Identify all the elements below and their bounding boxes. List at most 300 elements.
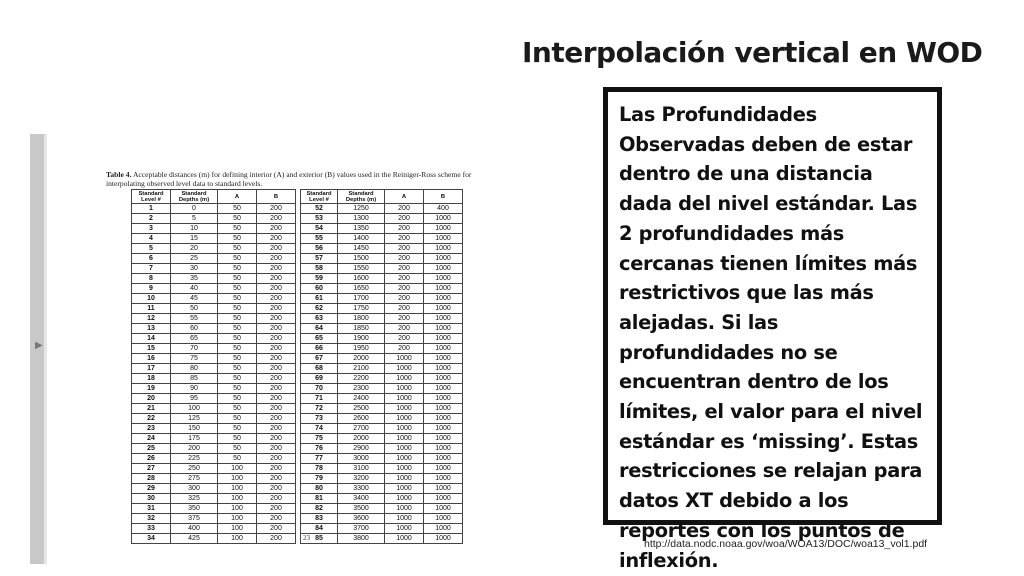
table-row — [132, 434, 463, 444]
table-cell: 1000 — [424, 264, 463, 274]
table-cell: 200 — [257, 264, 296, 274]
table-cell: 1000 — [424, 284, 463, 294]
header-standard-depths: Standard Depths (m) — [171, 190, 218, 204]
slide-title: Interpolación vertical en WOD — [522, 36, 983, 69]
table-cell: 1000 — [385, 404, 424, 414]
table-cell: 200 — [257, 504, 296, 514]
table-cell: 100 — [171, 404, 218, 414]
table-cell: 69 — [301, 374, 338, 384]
table-cell: 100 — [218, 474, 257, 484]
table-cell: 200 — [257, 364, 296, 374]
table-cell: 1000 — [385, 374, 424, 384]
table-cell: 1900 — [338, 334, 385, 344]
table-cell: 14 — [132, 334, 171, 344]
table-cell: 16 — [132, 354, 171, 364]
table-cell: 50 — [218, 264, 257, 274]
table-cell: 1000 — [424, 314, 463, 324]
table-cell: 11 — [132, 304, 171, 314]
header-standard-level-2: Standard Level # — [301, 190, 338, 204]
table-cell: 200 — [385, 324, 424, 334]
table-cell: 50 — [218, 344, 257, 354]
table-cell: 200 — [257, 344, 296, 354]
table-cell: 1950 — [338, 344, 385, 354]
table-cell: 1000 — [424, 214, 463, 224]
table-cell: 175 — [171, 434, 218, 444]
table-cell: 3700 — [338, 524, 385, 534]
table-cell: 58 — [301, 264, 338, 274]
table-cell: 1000 — [385, 514, 424, 524]
table-cell: 200 — [257, 324, 296, 334]
table-cell: 1000 — [424, 414, 463, 424]
table-cell: 15 — [132, 344, 171, 354]
table-row — [132, 284, 463, 294]
table-cell: 200 — [257, 274, 296, 284]
table-cell: 150 — [171, 424, 218, 434]
standard-levels-table — [131, 189, 463, 544]
header-b-2: B — [424, 190, 463, 204]
table-cell: 200 — [257, 354, 296, 364]
table-cell: 29 — [132, 484, 171, 494]
table-cell: 100 — [218, 524, 257, 534]
table-cell: 1000 — [424, 534, 463, 544]
table-cell: 3 — [132, 224, 171, 234]
table-header-row — [132, 190, 463, 204]
table-cell: 1000 — [424, 454, 463, 464]
table-cell: 1850 — [338, 324, 385, 334]
table-cell: 55 — [301, 234, 338, 244]
table-cell: 200 — [385, 234, 424, 244]
table-cell: 57 — [301, 254, 338, 264]
table-cell: 84 — [301, 524, 338, 534]
table-cell: 66 — [301, 344, 338, 354]
table-cell: 81 — [301, 494, 338, 504]
table-cell: 1000 — [424, 294, 463, 304]
table-cell: 30 — [132, 494, 171, 504]
table-cell: 200 — [385, 274, 424, 284]
table-cell: 100 — [218, 504, 257, 514]
table-row — [132, 324, 463, 334]
table-cell: 200 — [257, 214, 296, 224]
table-row — [132, 484, 463, 494]
table-cell: 1450 — [338, 244, 385, 254]
table-caption-label: Table 4. — [106, 170, 132, 179]
table-cell: 200 — [257, 444, 296, 454]
table-cell: 225 — [171, 454, 218, 464]
table-row — [132, 214, 463, 224]
table-cell: 75 — [301, 434, 338, 444]
table-cell: 200 — [385, 304, 424, 314]
table-cell: 50 — [218, 214, 257, 224]
table-row — [132, 424, 463, 434]
table-row — [132, 494, 463, 504]
table-cell: 1000 — [424, 304, 463, 314]
table-row — [132, 354, 463, 364]
table-cell: 50 — [218, 294, 257, 304]
table-cell: 1000 — [424, 374, 463, 384]
table-cell: 200 — [257, 204, 296, 214]
table-row — [132, 304, 463, 314]
table-cell: 2000 — [338, 434, 385, 444]
table-cell: 200 — [257, 384, 296, 394]
table-cell: 1000 — [385, 424, 424, 434]
table-cell: 1650 — [338, 284, 385, 294]
table-cell: 20 — [171, 244, 218, 254]
table-cell: 78 — [301, 464, 338, 474]
table-cell: 200 — [257, 314, 296, 324]
table-cell: 50 — [218, 314, 257, 324]
table-cell: 100 — [218, 534, 257, 544]
table-caption-text: Acceptable distances (m) for defining interior (A) and exterior (B) values used in the Reiniger-Ross scheme for interpolating observed level data to standard levels. — [106, 170, 472, 188]
table-cell: 80 — [301, 484, 338, 494]
table-cell: 80 — [171, 364, 218, 374]
table-row — [132, 414, 463, 424]
table-cell: 2900 — [338, 444, 385, 454]
table-cell: 50 — [218, 354, 257, 364]
table-cell: 400 — [171, 524, 218, 534]
table-cell: 62 — [301, 304, 338, 314]
table-cell: 1700 — [338, 294, 385, 304]
table-cell: 200 — [257, 224, 296, 234]
table-cell: 200 — [257, 484, 296, 494]
table-cell: 50 — [218, 304, 257, 314]
table-cell: 100 — [218, 514, 257, 524]
table-cell: 200 — [257, 414, 296, 424]
table-row — [132, 254, 463, 264]
table-cell: 1400 — [338, 234, 385, 244]
table-cell: 34 — [132, 534, 171, 544]
table-row — [132, 524, 463, 534]
table-cell: 31 — [132, 504, 171, 514]
table-row — [132, 474, 463, 484]
table-cell: 3600 — [338, 514, 385, 524]
table-cell: 40 — [171, 284, 218, 294]
table-row — [132, 464, 463, 474]
table-cell: 125 — [171, 414, 218, 424]
table-cell: 50 — [171, 304, 218, 314]
table-cell: 1000 — [424, 494, 463, 504]
table-cell: 1000 — [385, 474, 424, 484]
table-cell: 18 — [132, 374, 171, 384]
table-cell: 50 — [218, 324, 257, 334]
table-cell: 1000 — [385, 454, 424, 464]
table-cell: 79 — [301, 474, 338, 484]
table-cell: 60 — [171, 324, 218, 334]
table-row — [132, 264, 463, 274]
table-cell: 19 — [132, 384, 171, 394]
table-cell: 50 — [218, 334, 257, 344]
table-cell: 200 — [257, 244, 296, 254]
table-cell: 50 — [218, 234, 257, 244]
table-caption — [106, 170, 506, 188]
table-row — [132, 444, 463, 454]
table-cell: 77 — [301, 454, 338, 464]
table-cell: 61 — [301, 294, 338, 304]
table-cell: 75 — [171, 354, 218, 364]
table-cell: 15 — [171, 234, 218, 244]
table-cell: 50 — [218, 364, 257, 374]
table-cell: 1000 — [385, 434, 424, 444]
table-cell: 35 — [171, 274, 218, 284]
table-cell: 2500 — [338, 404, 385, 414]
table-cell: 1000 — [424, 464, 463, 474]
table-cell: 200 — [257, 234, 296, 244]
table-cell: 23 — [132, 424, 171, 434]
table-cell: 50 — [218, 424, 257, 434]
table-cell: 50 — [218, 454, 257, 464]
table-cell: 63 — [301, 314, 338, 324]
table-cell: 64 — [301, 324, 338, 334]
table-cell: 200 — [385, 284, 424, 294]
table-cell: 32 — [132, 514, 171, 524]
table-cell: 50 — [218, 444, 257, 454]
table-cell: 2100 — [338, 364, 385, 374]
table-cell: 56 — [301, 244, 338, 254]
table-cell: 24 — [132, 434, 171, 444]
table-cell: 1000 — [424, 524, 463, 534]
table-cell: 200 — [257, 464, 296, 474]
table-cell: 17 — [132, 364, 171, 374]
table-cell: 1000 — [424, 254, 463, 264]
table-cell: 1 — [132, 204, 171, 214]
table-row — [132, 534, 463, 544]
table-cell: 50 — [218, 384, 257, 394]
table-cell: 200 — [257, 334, 296, 344]
table-cell: 68 — [301, 364, 338, 374]
table-cell: 1000 — [424, 334, 463, 344]
table-cell: 22 — [132, 414, 171, 424]
header-standard-level: Standard Level # — [132, 190, 171, 204]
table-cell: 1000 — [424, 324, 463, 334]
table-cell: 1000 — [424, 424, 463, 434]
table-cell: 325 — [171, 494, 218, 504]
table-cell: 2 — [132, 214, 171, 224]
table-cell: 50 — [218, 374, 257, 384]
table-cell: 74 — [301, 424, 338, 434]
table-cell: 1000 — [385, 494, 424, 504]
table-cell: 1000 — [385, 524, 424, 534]
table-row — [132, 344, 463, 354]
table-cell: 100 — [218, 484, 257, 494]
table-cell: 1000 — [424, 484, 463, 494]
table-cell: 200 — [257, 474, 296, 484]
table-cell: 375 — [171, 514, 218, 524]
table-cell: 50 — [218, 204, 257, 214]
table-row — [132, 384, 463, 394]
table-cell: 200 — [257, 424, 296, 434]
table-cell: 3400 — [338, 494, 385, 504]
table-cell: 50 — [218, 274, 257, 284]
table-cell: 5 — [132, 244, 171, 254]
table-cell: 1000 — [424, 394, 463, 404]
table-cell: 1550 — [338, 264, 385, 274]
table-cell: 200 — [257, 494, 296, 504]
table-cell: 82 — [301, 504, 338, 514]
table-cell: 1000 — [424, 344, 463, 354]
table-cell: 72 — [301, 404, 338, 414]
table-cell: 7 — [132, 264, 171, 274]
table-cell: 200 — [257, 534, 296, 544]
table-row — [132, 394, 463, 404]
table-row — [132, 314, 463, 324]
table-cell: 25 — [132, 444, 171, 454]
table-cell: 27 — [132, 464, 171, 474]
table-cell: 2000 — [338, 354, 385, 364]
table-cell: 20 — [132, 394, 171, 404]
table-cell: 67 — [301, 354, 338, 364]
table-row — [132, 504, 463, 514]
table-cell: 1000 — [424, 384, 463, 394]
table-cell: 200 — [385, 244, 424, 254]
table-cell: 200 — [385, 334, 424, 344]
table-cell: 21 — [132, 404, 171, 414]
table-cell: 1600 — [338, 274, 385, 284]
table-cell: 2400 — [338, 394, 385, 404]
table-cell: 9 — [132, 284, 171, 294]
table-cell: 1300 — [338, 214, 385, 224]
header-a: A — [218, 190, 257, 204]
table-cell: 76 — [301, 444, 338, 454]
table-cell: 1000 — [424, 504, 463, 514]
table-cell: 200 — [257, 284, 296, 294]
table-cell: 425 — [171, 534, 218, 544]
table-row — [132, 374, 463, 384]
header-standard-depths-2: Standard Depths (m) — [338, 190, 385, 204]
table-cell: 70 — [301, 384, 338, 394]
table-cell: 3200 — [338, 474, 385, 484]
table-cell: 200 — [385, 264, 424, 274]
table-row — [132, 404, 463, 414]
table-cell: 4 — [132, 234, 171, 244]
table-cell: 1000 — [424, 474, 463, 484]
table-cell: 1000 — [424, 434, 463, 444]
table-cell: 10 — [132, 294, 171, 304]
table-cell: 200 — [385, 294, 424, 304]
table-row — [132, 294, 463, 304]
table-cell: 55 — [171, 314, 218, 324]
table-cell: 200 — [257, 454, 296, 464]
table-row — [132, 274, 463, 284]
table-cell: 250 — [171, 464, 218, 474]
table-cell: 26 — [132, 454, 171, 464]
table-cell: 3100 — [338, 464, 385, 474]
table-cell: 200 — [257, 254, 296, 264]
table-cell: 1000 — [424, 234, 463, 244]
table-cell: 1750 — [338, 304, 385, 314]
table-cell: 2600 — [338, 414, 385, 424]
table-row — [132, 514, 463, 524]
table-cell: 200 — [257, 514, 296, 524]
table-cell: 350 — [171, 504, 218, 514]
table-cell: 100 — [218, 464, 257, 474]
table-cell: 1000 — [385, 464, 424, 474]
table-cell: 200 — [257, 524, 296, 534]
table-cell: 2700 — [338, 424, 385, 434]
table-cell: 3300 — [338, 484, 385, 494]
table-cell: 6 — [132, 254, 171, 264]
table-cell: 65 — [171, 334, 218, 344]
table-cell: 1000 — [385, 414, 424, 424]
table-row — [132, 454, 463, 464]
table-cell: 50 — [218, 244, 257, 254]
page-number: 23 — [303, 534, 310, 542]
table-cell: 3800 — [338, 534, 385, 544]
table-cell: 52 — [301, 204, 338, 214]
table-cell: 1000 — [385, 534, 424, 544]
table-cell: 1250 — [338, 204, 385, 214]
table-cell: 275 — [171, 474, 218, 484]
table-cell: 54 — [301, 224, 338, 234]
table-cell: 50 — [218, 404, 257, 414]
table-cell: 85 — [171, 374, 218, 384]
table-cell: 200 — [171, 444, 218, 454]
table-cell: 200 — [257, 374, 296, 384]
header-b: B — [257, 190, 296, 204]
table-body — [132, 204, 463, 544]
table-cell: 200 — [385, 254, 424, 264]
table-cell: 1000 — [424, 244, 463, 254]
table-cell: 59 — [301, 274, 338, 284]
table-cell: 1800 — [338, 314, 385, 324]
table-cell: 200 — [385, 314, 424, 324]
table-cell: 50 — [218, 254, 257, 264]
table-row — [132, 364, 463, 374]
table-cell: 200 — [257, 434, 296, 444]
table-cell: 2300 — [338, 384, 385, 394]
table-cell: 200 — [385, 344, 424, 354]
table-cell: 70 — [171, 344, 218, 354]
expand-arrow-icon[interactable]: ▶ — [35, 340, 43, 351]
table-cell: 400 — [424, 204, 463, 214]
table-cell: 83 — [301, 514, 338, 524]
table-cell: 300 — [171, 484, 218, 494]
table-cell: 1000 — [385, 354, 424, 364]
table-cell: 60 — [301, 284, 338, 294]
table-row — [132, 334, 463, 344]
table-row — [132, 234, 463, 244]
table-row — [132, 204, 463, 214]
table-cell: 1000 — [424, 364, 463, 374]
table-cell: 28 — [132, 474, 171, 484]
table-cell: 5 — [171, 214, 218, 224]
table-cell: 10 — [171, 224, 218, 234]
table-cell: 1000 — [385, 484, 424, 494]
table-cell: 8 — [132, 274, 171, 284]
table-cell: 12 — [132, 314, 171, 324]
table-cell: 1000 — [385, 504, 424, 514]
table-cell: 50 — [218, 414, 257, 424]
table-cell: 1000 — [385, 384, 424, 394]
table-cell: 1000 — [424, 274, 463, 284]
explanation-text: Las Profundidades Observadas deben de estar dentro de una distancia dada del nivel estándar. Las 2 profundidades más cercanas tienen límites más restrictivos que las más alejadas. Si las profundidades no se encuentran dentro de los límites, el valor para el nivel estándar es ‘missing’. Estas restricciones se relajan para datos XT debido a los reportes con los puntos de inflexión. — [619, 103, 923, 572]
table-row — [132, 244, 463, 254]
source-link[interactable]: http://data.nodc.noaa.gov/woa/WOA13/DOC/woa13_vol1.pdf — [644, 538, 928, 550]
table-cell: 1500 — [338, 254, 385, 264]
table-cell: 1000 — [424, 354, 463, 364]
table-cell: 200 — [385, 214, 424, 224]
table-cell: 85 — [301, 534, 338, 544]
table-cell: 1000 — [385, 394, 424, 404]
table-cell: 2200 — [338, 374, 385, 384]
table-cell: 50 — [218, 434, 257, 444]
table-cell: 65 — [301, 334, 338, 344]
table-cell: 50 — [218, 284, 257, 294]
table-cell: 1000 — [385, 444, 424, 454]
table-cell: 3500 — [338, 504, 385, 514]
table-cell: 1000 — [424, 404, 463, 414]
table-cell: 33 — [132, 524, 171, 534]
table-cell: 0 — [171, 204, 218, 214]
table-cell: 73 — [301, 414, 338, 424]
